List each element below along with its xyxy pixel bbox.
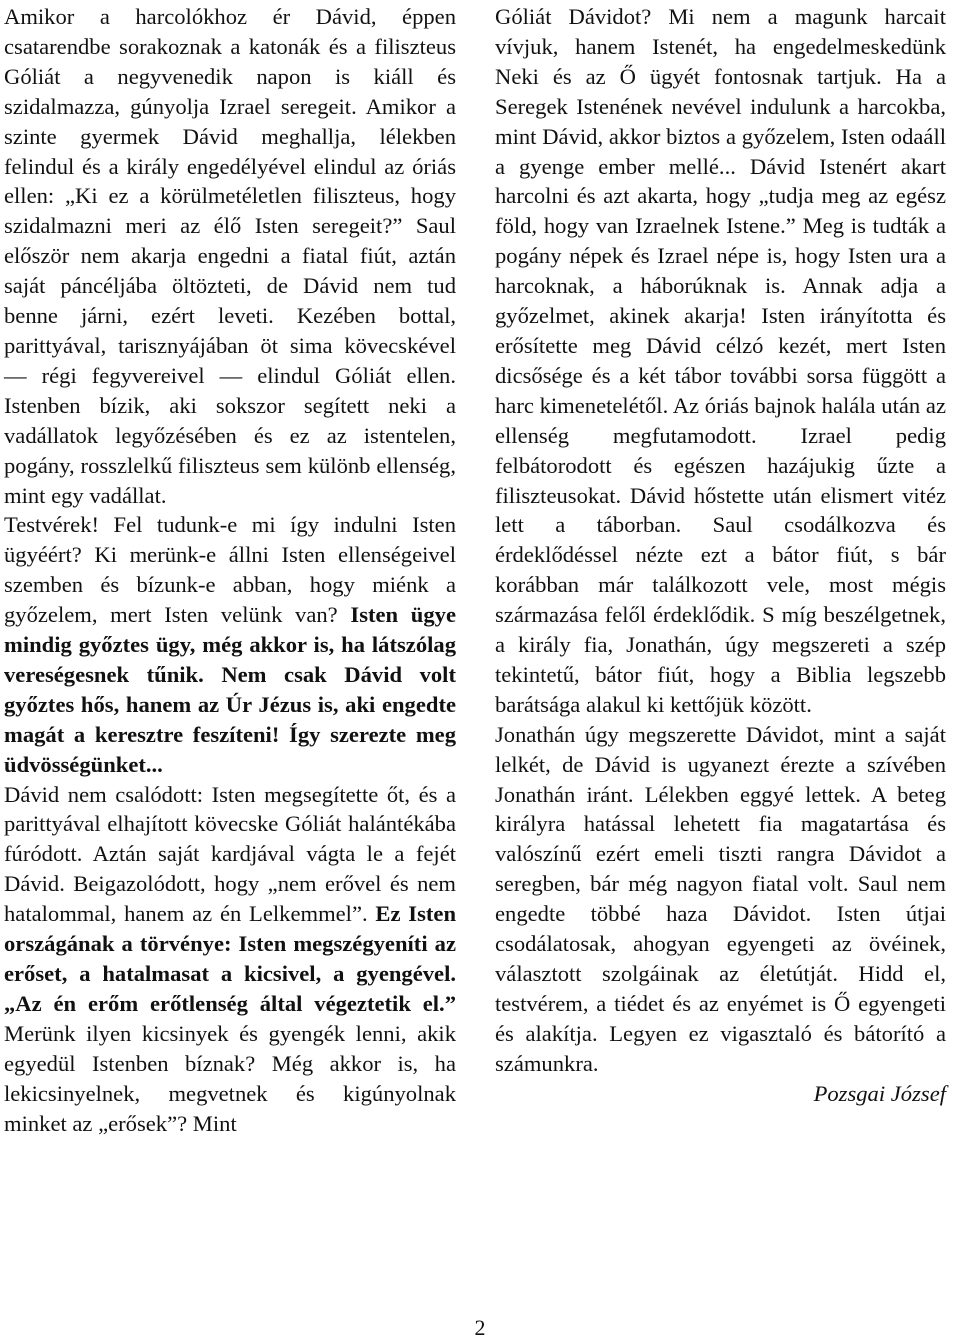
page-number: 2 <box>474 1315 486 1340</box>
paragraph <box>4 2 456 510</box>
author-signature: Pozsgai József <box>813 1080 946 1106</box>
text-segment: Dávid nem csalódott: Isten megsegítette őt, és a parittyával elhajított kövecske Góliát halántékába fúródott. Aztán saját kardjával vágta le a fejét Dávid. Beigazolódott, hogy „nem erővel és nem hatalommal, hanem az én Lelkemmel”. <box>4 781 456 927</box>
text-segment: Jonathán úgy megszerette Dávidot, mint a saját lelkét, de Dávid is ugyanezt érezte a szívében Jonathán iránt. Lélekben eggyé lettek. A beteg királyra hatással lehetett fia magatartása és valószínű ezért emeli tiszti rangra Dávidot a seregben, bár még nagyon fiatal volt. Saul nem engedte többé haza Dávidot. Isten útjai csodálatosak, ahogyan egyengeti az övéinek, választott szolgáinak az életútját. Hidd el, testvérem, a tiédet és az enyémet is Ő egyengeti és alakítja. Legyen ez vigasztaló és bátorító a számunkra. <box>495 721 946 1076</box>
text-segment: Amikor a harcolókhoz ér Dávid, éppen csatarendbe sorakoznak a katonák és a filiszteus Góliát a negyvenedik napon is kiáll és szidalmazza, gúnyolja Izrael seregeit. Amikor a szinte gyermek Dávid meghallja, lélekben felindul és a király engedélyével elindul az óriás ellen: „Ki ez a körülmetéletlen filiszteus, hogy szidalmazni meri az élő Isten seregeit?” Saul először nem akarja engedni a fiatal fiút, aztán saját páncéljába öltözteti, de Dávid nem tud benne járni, ezért leveti. Kezében bottal, parittyával, tarisznyájában öt sima kövecskével — régi fegyvereivel — elindul Góliát ellen. Istenben bízik, aki sokszor segített neki a vadállatok legyőzésében és ez az istentelen, pogány, rosszlelkű filiszteus sem különb ellenség, mint egy vadállat. <box>4 4 456 508</box>
text-segment: Testvérek! Fel tudunk-e mi így indulni Isten ügyéért? Ki merünk-e állni Isten ellenségeivel szemben és bízunk-e abban, hogy miénk a győzelem, mert Isten velünk van? <box>4 512 456 628</box>
paragraph <box>4 780 456 1139</box>
left-column <box>4 2 456 1138</box>
paragraph <box>495 2 946 720</box>
bold-text: Ez Isten országának a törvénye: Isten megszégyeníti az erőset, a hatalmasat a kicsivel, a gyengével. „Az én erőm erőtlenség által végeztetik el.” <box>4 901 457 1016</box>
paragraph <box>4 510 456 779</box>
text-segment: Merünk ilyen kicsinyek és gyengék lenni, akik egyedül Istenben bíznak? Még akkor is, ha lekicsinyelnek, megvetnek és kigúnyolnak minket az „erősek”? Mint <box>4 1020 456 1136</box>
paragraph <box>495 720 946 1079</box>
text-segment: Góliát Dávidot? Mi nem a magunk harcait vívjuk, hanem Istenét, ha engedelmeskedünk Neki és az Ő ügyét fontosnak tartjuk. Ha a Seregek Istenének nevével indulunk a harcokba, mint Dávid, akkor biztos a győzelem, Isten odaáll a gyenge ember mellé... Dávid Istenért akart harcolni és azt akarta, hogy „tudja meg az egész föld, hogy van Izraelnek Istene.” Meg is tudták a pogány népek és Izrael népe is, hogy Isten ura a harcoknak, a háborúknak is. Annak adja a győzelmet, akinek akarja! Isten irányította és erősítette meg Dávid célzó kezét, mert Isten dicsősége és a két tábor további sorsa függött a harc kimenetelétől. Az óriás bajnok halála után az ellenség megfutamodott. Izrael pedig felbátorodott és egészen hazájukig űzte a filiszteusokat. Dávid hőstette után elismert vitéz lett a táborban. Saul csodálkozva és érdeklődéssel nézte ezt a bátor fiút, s bár korábban már találkozott vele, most mégis származása felől érdeklődik. S míg beszélgetnek, a király fia, Jonathán, úgy megszereti a szép tekintetű, bátor fiút, hogy a Biblia legszebb barátsága alakul ki kettőjük között. <box>495 4 946 717</box>
bold-text: Isten ügye mindig győztes ügy, még akkor is, ha látszólag vereségesnek tűnik. Nem csak Dávid volt győztes hős, hanem az Úr Jézus is, aki engedte magát a keresztre feszíteni! Így szerezte meg üdvösségünket... <box>4 602 456 777</box>
right-column <box>495 2 946 1109</box>
